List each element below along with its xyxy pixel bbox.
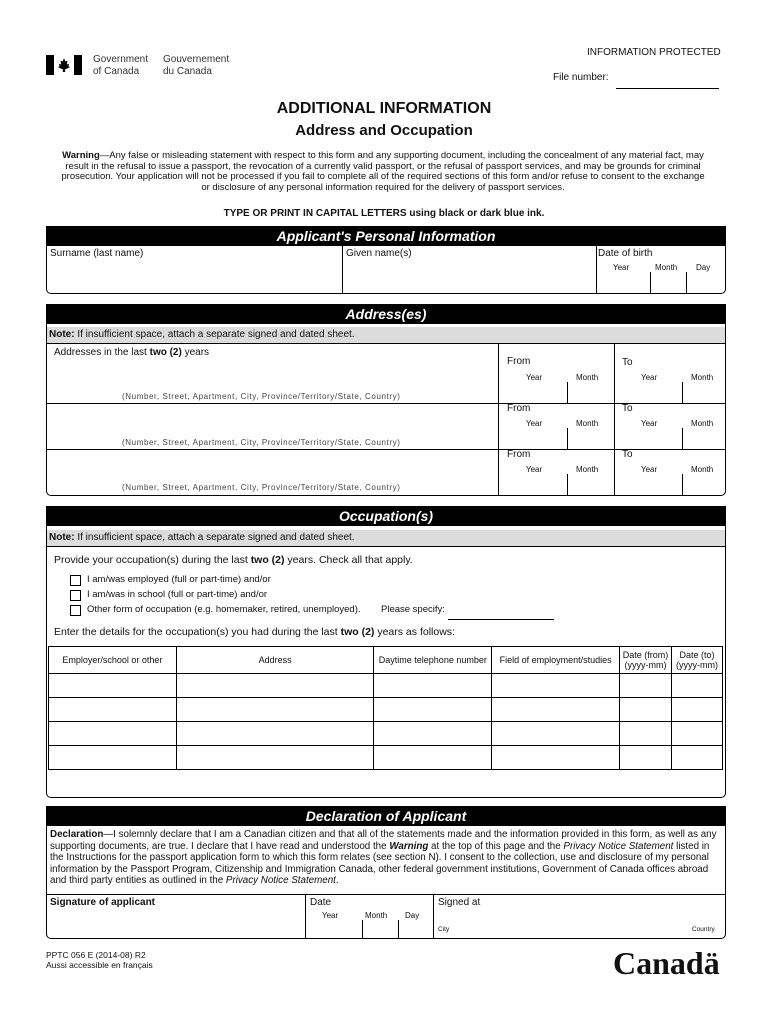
col-address: Address — [176, 647, 374, 674]
school-label: I am/was in school (full or part-time) and/or — [87, 589, 268, 600]
occupation-table — [48, 646, 723, 770]
table-row[interactable] — [49, 746, 723, 770]
gov-fr-name: Gouvernement du Canada — [163, 54, 230, 77]
from-month-label: Month — [576, 419, 599, 428]
occupation-note: Note: If insufficient space, attach a separate signed and dated sheet. — [47, 530, 725, 546]
to-month-label: Month — [691, 465, 714, 474]
warning-text: —Any false or misleading statement with respect to this form and any supporting document, including the concealment of any material fact, may result in the refusal to issue a passport, the revocation of a currently valid passport, or the refusal of passport services, and may be grounds for criminal prosecution. Your application will not be processed if you fail to complete all of the required sections of this form and/or refuse to consent to the exchange or disclosure of any personal information required for the delivery of passport services. — [61, 150, 705, 193]
ink-instruction: TYPE OR PRINT IN CAPITAL LETTERS using black or dark blue ink. — [223, 208, 545, 219]
form-code: PPTC 056 E (2014-08) R2 — [46, 950, 146, 960]
to-year-label: Year — [641, 465, 658, 474]
occupation-details-intro: Enter the details for the occupation(s) you had during the last two (2) years as follows: — [54, 626, 455, 638]
page-subtitle: Address and Occupation — [295, 122, 473, 139]
from-month-label: Month — [576, 373, 599, 382]
school-checkbox[interactable] — [70, 590, 81, 601]
employed-checkbox[interactable] — [70, 575, 81, 586]
warning-paragraph — [58, 151, 708, 193]
address-hint: (Number, Street, Apartment, City, Province/Territory/State, Country) — [122, 438, 401, 447]
to-month-label: Month — [691, 419, 714, 428]
declaration-year-label: Year — [322, 911, 339, 920]
french-availability: Aussi accessible en français — [46, 960, 153, 970]
dob-day-label: Day — [696, 263, 711, 272]
col-employer: Employer/school or other — [49, 647, 177, 674]
addresses-heading: Address(es) — [46, 304, 726, 324]
to-month-label: Month — [691, 373, 714, 382]
from-month-label: Month — [576, 465, 599, 474]
file-number-field[interactable] — [616, 88, 719, 89]
gov-en-name: Government of Canada — [93, 54, 149, 77]
col-field: Field of employment/studies — [492, 647, 620, 674]
page-title: ADDITIONAL INFORMATION — [276, 100, 492, 117]
employed-label: I am/was employed (full or part-time) and/or — [87, 574, 271, 585]
to-label: To — [622, 357, 633, 368]
protected-label: INFORMATION PROTECTED — [587, 47, 721, 58]
addresses-note: Note: If insufficient space, attach a separate signed and dated sheet. — [47, 327, 725, 343]
col-date-to: Date (to) (yyyy-mm) — [672, 647, 723, 674]
table-row[interactable] — [49, 674, 723, 698]
occupation-heading: Occupation(s) — [46, 506, 726, 526]
personal-info-heading: Applicant's Personal Information — [46, 226, 726, 246]
canada-wordmark: Canadä — [613, 945, 720, 981]
from-year-label: Year — [526, 373, 543, 382]
col-date-from: Date (from) (yyyy-mm) — [620, 647, 672, 674]
col-phone: Daytime telephone number — [374, 647, 492, 674]
declaration-day-label: Day — [405, 911, 420, 920]
dob-label: Date of birth — [598, 248, 653, 259]
other-label: Other form of occupation (e.g. homemaker, retired, unemployed). — [87, 604, 361, 615]
from-label: From — [507, 449, 531, 460]
dob-month-label: Month — [655, 263, 678, 272]
occupation-provide: Provide your occupation(s) during the last two (2) years. Check all that apply. — [54, 554, 413, 566]
address-hint: (Number, Street, Apartment, City, Province/Territory/State, Country) — [122, 392, 401, 401]
dob-year-label: Year — [613, 263, 630, 272]
other-checkbox[interactable] — [70, 605, 81, 616]
to-label: To — [622, 403, 633, 414]
surname-field[interactable]: Surname (last name) — [50, 248, 144, 259]
city-label: City — [438, 926, 450, 933]
canada-flag-icon — [46, 55, 82, 75]
declaration-date-label: Date — [310, 897, 332, 908]
declaration-text: Declaration—I solemnly declare that I am a Canadian citizen and that all of the statements made and the information provided in this form, as well as any supporting documents, are true. I declare that I have read and understood the Warning at the top of this page and the Privacy Notice Statement listed in the Instructions for the passport application form to which this form relates (see section N). I consent to the collection, use and disclosure of my personal information by the Passport Program, Citizenship and Immigration Canada, other federal government institutions, Government of Canada offices abroad and third party entities as outlined in the Privacy Notice Statement. — [50, 829, 717, 886]
signature-field[interactable]: Signature of applicant — [50, 897, 156, 908]
specify-label: Please specify: — [381, 604, 445, 615]
address-hint: (Number, Street, Apartment, City, Province/Territory/State, Country) — [122, 483, 401, 492]
signed-at-field[interactable]: Signed at — [438, 897, 481, 908]
specify-input[interactable] — [448, 619, 554, 620]
table-row[interactable] — [49, 722, 723, 746]
to-label: To — [622, 449, 633, 460]
warning-lead: Warning — [62, 150, 100, 161]
to-year-label: Year — [641, 419, 658, 428]
given-name-field[interactable]: Given name(s) — [346, 248, 412, 259]
declaration-month-label: Month — [365, 911, 388, 920]
from-label: From — [507, 356, 531, 367]
to-year-label: Year — [641, 373, 658, 382]
table-row[interactable] — [49, 698, 723, 722]
from-year-label: Year — [526, 419, 543, 428]
declaration-heading: Declaration of Applicant — [46, 806, 726, 826]
country-label: Country — [692, 926, 715, 933]
from-label: From — [507, 403, 531, 414]
from-year-label: Year — [526, 465, 543, 474]
file-number-label: File number: — [553, 72, 609, 83]
addresses-intro: Addresses in the last two (2) years — [54, 347, 210, 358]
